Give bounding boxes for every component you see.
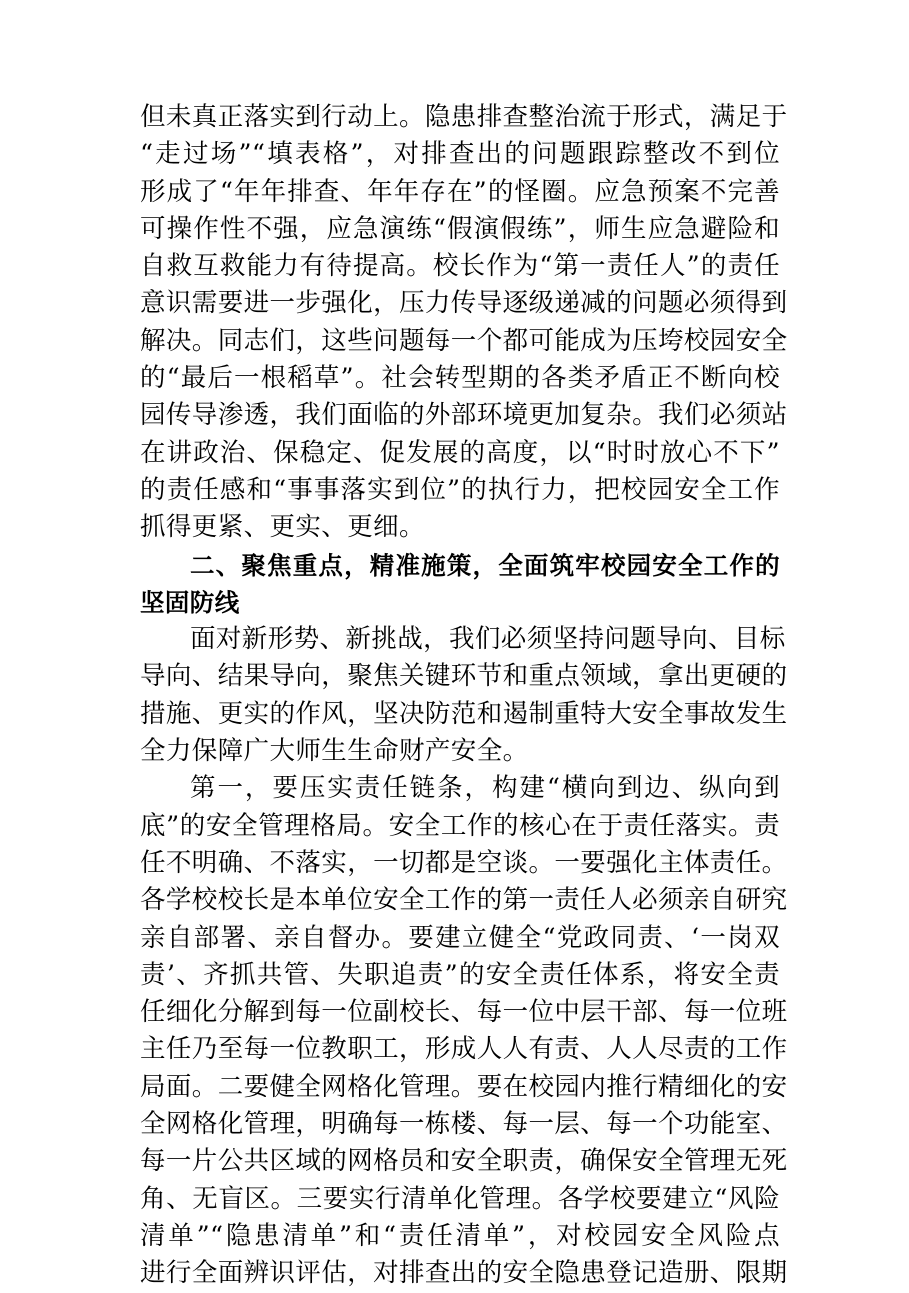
body-text bbox=[140, 99, 788, 1293]
text-line: 但未真正落实到行动上。隐患排查整治流于形式，满足于 bbox=[140, 102, 788, 132]
text-line: 各学校校长是本单位安全工作的第一责任人必须亲自研究 bbox=[140, 885, 788, 916]
text-line: 角、无盲区。三要实行清单化管理。各学校要建立“风险 bbox=[140, 1183, 780, 1214]
text-line: 形成了“年年排查、年年存在”的怪圈。应急预案不完善 bbox=[140, 176, 780, 207]
text-line: 亲自部署、亲自督办。要建立健全“党政同责、‘一岗双 bbox=[140, 922, 780, 953]
text-line: “走过场”“填表格”，对排查出的问题跟踪整改不到位 bbox=[140, 139, 780, 170]
section-heading-continued: 坚固防线 bbox=[140, 587, 240, 617]
text-line: 可操作性不强，应急演练“假演假练”，师生应急避险和 bbox=[140, 213, 780, 244]
text-line: 意识需要进一步强化，压力传导逐级递减的问题必须得到 bbox=[140, 288, 788, 319]
text-line: 自救互救能力有待提高。校长作为“第一责任人”的责任 bbox=[140, 251, 780, 282]
text-line: 清单”“隐患清单”和“责任清单”，对校园安全风险点 bbox=[140, 1220, 780, 1251]
text-line: 全网格化管理，明确每一栋楼、每一层、每一个功能室、 bbox=[140, 1109, 788, 1140]
section-heading: 二、聚焦重点，精准施策，全面筑牢校园安全工作的 bbox=[190, 550, 780, 580]
text-line: 面对新形势、新挑战，我们必须坚持问题导向、目标 bbox=[190, 624, 786, 655]
text-line: 每一片公共区域的网格员和安全职责，确保安全管理无死 bbox=[140, 1146, 788, 1177]
text-line: 任细化分解到每一位副校长、每一位中层干部、每一位班 bbox=[140, 997, 788, 1028]
text-line: 解决。同志们，这些问题每一个都可能成为压垮校园安全 bbox=[140, 325, 788, 356]
text-line: 第一，要压实责任链条，构建“横向到边、纵向到 bbox=[190, 773, 780, 804]
text-line: 进行全面辨识评估，对排查出的安全隐患登记造册、限期 bbox=[140, 1258, 788, 1289]
text-line: 局面。二要健全网格化管理。要在校园内推行精细化的安 bbox=[140, 1071, 788, 1102]
text-line: 园传导渗透，我们面临的外部环境更加复杂。我们必须站 bbox=[140, 400, 788, 431]
text-line: 任不明确、不落实，一切都是空谈。一要强化主体责任。 bbox=[140, 847, 788, 878]
text-line: 的责任感和“事事落实到位”的执行力，把校园安全工作 bbox=[140, 474, 780, 505]
text-line: 的“最后一根稻草”。社会转型期的各类矛盾正不断向校 bbox=[140, 363, 780, 394]
text-line: 主任乃至每一位教职工，形成人人有责、人人尽责的工作 bbox=[140, 1034, 788, 1065]
text-line: 责’、齐抓共管、失职追责”的安全责任体系，将安全责 bbox=[140, 959, 780, 990]
text-line: 措施、更实的作风，坚决防范和遏制重特大安全事故发生 bbox=[140, 698, 788, 729]
text-line: 底”的安全管理格局。安全工作的核心在于责任落实。责 bbox=[140, 810, 780, 841]
text-line: 在讲政治、保稳定、促发展的高度，以“时时放心不下” bbox=[140, 437, 780, 468]
text-line: 全力保障广大师生生命财产安全。 bbox=[140, 736, 529, 767]
text-line: 导向、结果导向，聚焦关键环节和重点领域，拿出更硬的 bbox=[140, 661, 788, 692]
text-line: 抓得更紧、更实、更细。 bbox=[140, 512, 425, 543]
